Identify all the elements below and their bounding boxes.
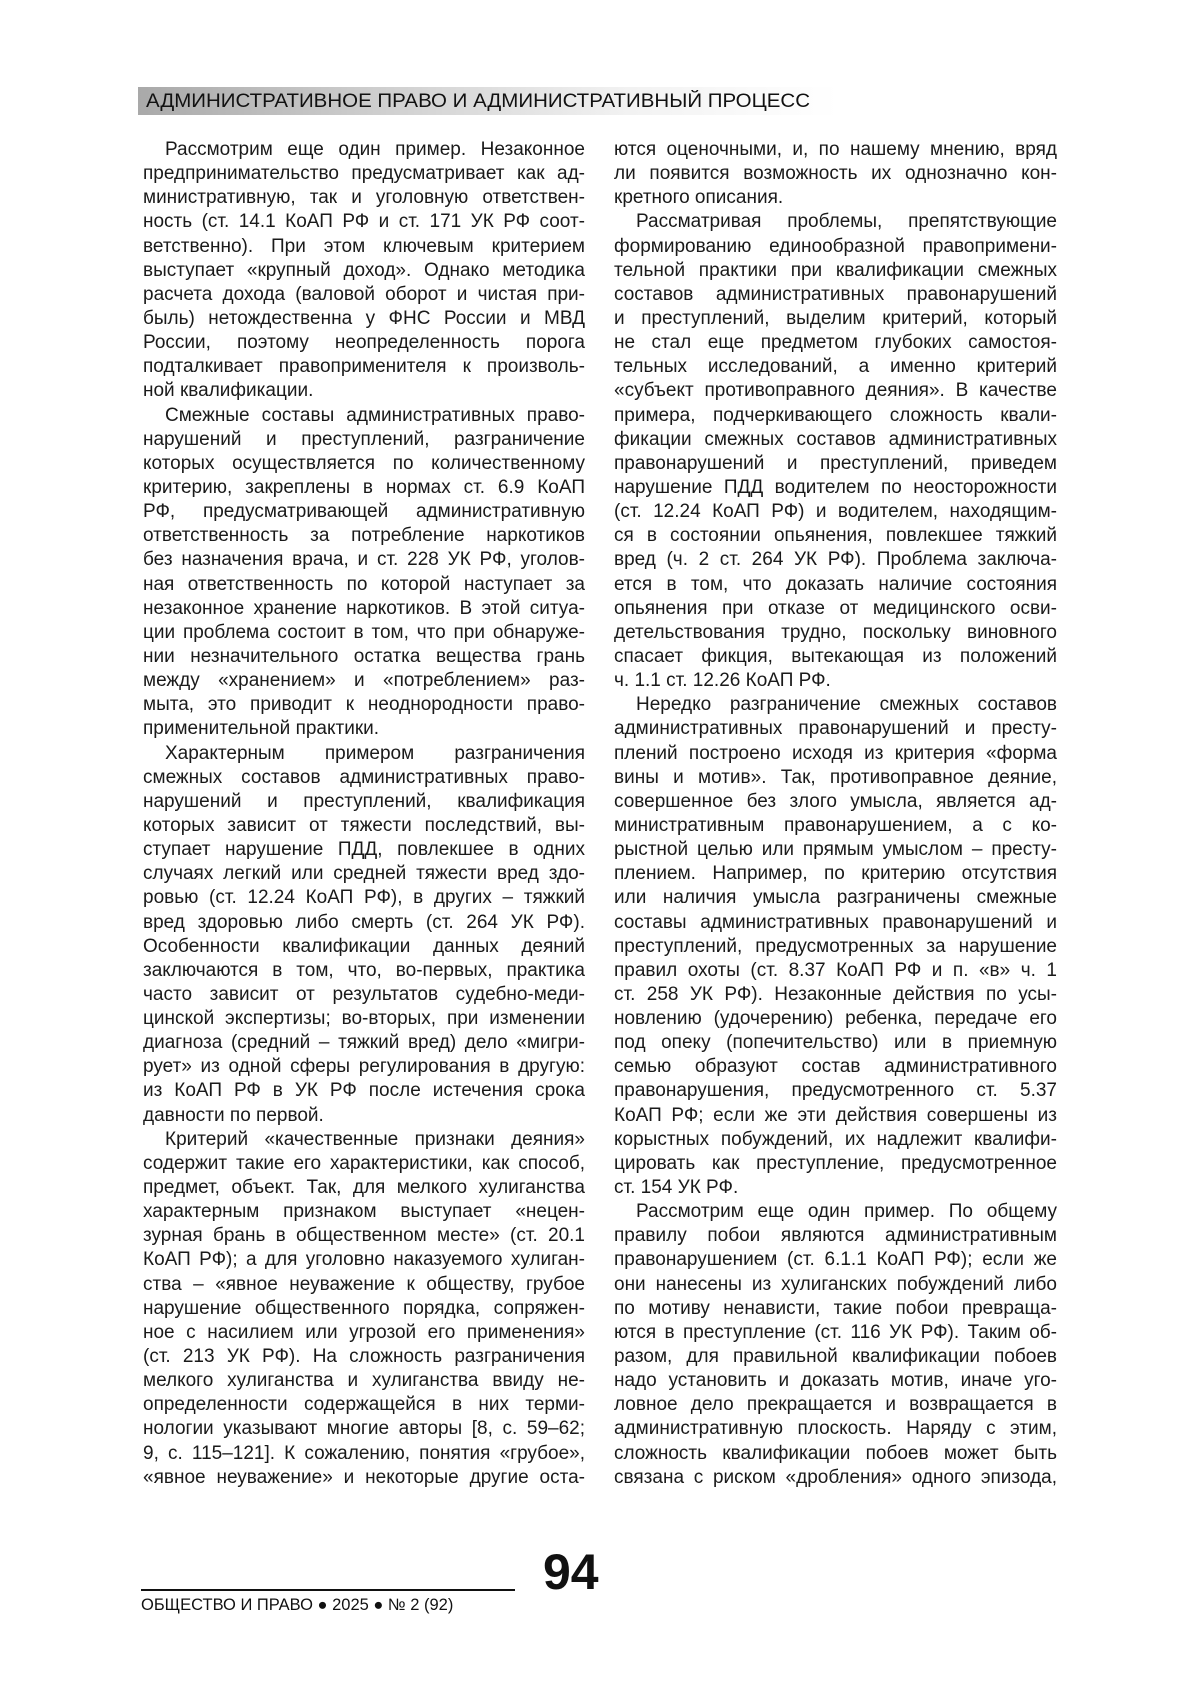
text-line: ровью (ст. 12.24 КоАП РФ), в других – тяжкий [143, 886, 585, 910]
page-number: 94 [543, 1547, 599, 1597]
text-line: спасает фикция, вытекающая из положений [614, 645, 1057, 669]
text-line: ются оценочными, и, по нашему мнению, вряд [614, 138, 1057, 162]
text-line: КоАП РФ); а для уголовно наказуемого хулиган- [143, 1248, 585, 1272]
text-line: «явное неуважение» и некоторые другие оста- [143, 1466, 585, 1490]
text-line: преступлений, предусмотренных за нарушение [614, 935, 1057, 959]
text-line: расчета дохода (валовой оборот и чистая при- [143, 283, 585, 307]
text-line: России, поэтому неопределенность порога [143, 331, 585, 355]
text-line: министративным правонарушением, а с ко- [614, 814, 1057, 838]
text-line: тельных исследований, а именно критерий [614, 355, 1057, 379]
text-line: кретного описания. [614, 186, 1057, 210]
text-line: ответственность за потребление наркотиков [143, 524, 585, 548]
text-line: 9, с. 115–121]. К сожалению, понятия «грубое», [143, 1442, 585, 1466]
text-line: без назначения врача, и ст. 228 УК РФ, уголов- [143, 548, 585, 572]
text-line: рыстной целью или прямым умыслом – престу- [614, 838, 1057, 862]
text-line: (ст. 213 УК РФ). На сложность разграничения [143, 1345, 585, 1369]
journal-issue-info: ОБЩЕСТВО И ПРАВО ● 2025 ● № 2 (92) [141, 1595, 453, 1615]
text-line: Нередко разграничение смежных составов [614, 693, 1057, 717]
text-line: Характерным примером разграничения [143, 742, 585, 766]
text-line: ства – «явное неуважение к обществу, грубое [143, 1273, 585, 1297]
text-line: предпринимательство предусматривает как ад- [143, 162, 585, 186]
text-line: сложность квалификации побоев может быть [614, 1442, 1057, 1466]
text-line: нарушений и преступлений, разграничение [143, 428, 585, 452]
text-line: цинской экспертизы; во-вторых, при изменении [143, 1007, 585, 1031]
text-line: фикации смежных составов административных [614, 428, 1057, 452]
text-line: предмет, объект. Так, для мелкого хулиганства [143, 1176, 585, 1200]
text-line: заключаются в том, что, во-первых, практика [143, 959, 585, 983]
text-line: по мотиву ненависти, такие побои превраща- [614, 1297, 1057, 1321]
text-line: правилу побои являются административным [614, 1224, 1057, 1248]
text-line: которых зависит от тяжести последствий, вы- [143, 814, 585, 838]
text-line: правонарушений и преступлений, приведем [614, 452, 1057, 476]
text-line: Смежные составы административных право- [143, 404, 585, 428]
footer-divider [141, 1589, 515, 1591]
left-column [143, 138, 585, 1490]
text-line: Рассматривая проблемы, препятствующие [614, 210, 1057, 234]
text-line: быль) нетождественна у ФНС России и МВД [143, 307, 585, 331]
text-line: вины и мотив». Так, противоправное деяние, [614, 766, 1057, 790]
text-line: ются в преступление (ст. 116 УК РФ). Таким об- [614, 1321, 1057, 1345]
text-line: составы административных правонарушений и [614, 911, 1057, 935]
text-line: совершенное без злого умысла, является ад- [614, 790, 1057, 814]
text-line: опьянения при отказе от медицинского осви- [614, 597, 1057, 621]
text-line: ная ответственность по которой наступает за [143, 573, 585, 597]
text-line: корыстных побуждений, их надлежит квалифи- [614, 1128, 1057, 1152]
text-line: административных правонарушений и престу- [614, 717, 1057, 741]
text-line: тельной практики при квалификации смежных [614, 259, 1057, 283]
text-line: диагноза (средний – тяжкий вред) дело «мигри- [143, 1031, 585, 1055]
text-line: ступает нарушение ПДД, повлекшее в одних [143, 838, 585, 862]
text-line: ции проблема состоит в том, что при обнаруже- [143, 621, 585, 645]
text-line: министративную, так и уголовную ответствен- [143, 186, 585, 210]
text-line: связана с риском «дробления» одного эпизода, [614, 1466, 1057, 1490]
text-line: ное с насилием или угрозой его применения» [143, 1321, 585, 1345]
text-line: незаконное хранение наркотиков. В этой ситуа- [143, 597, 585, 621]
paragraph [143, 1128, 585, 1490]
text-line: и преступлений, выделим критерий, который [614, 307, 1057, 331]
text-line: Рассмотрим еще один пример. Незаконное [143, 138, 585, 162]
text-line: не стал еще предметом глубоких самостоя- [614, 331, 1057, 355]
text-line: мыта, это приводит к неоднородности право- [143, 693, 585, 717]
text-line: «субъект противоправного деяния». В качестве [614, 379, 1057, 403]
text-line: ется в том, что доказать наличие состояния [614, 573, 1057, 597]
text-line: между «хранением» и «потреблением» раз- [143, 669, 585, 693]
text-line: правил охоты (ст. 8.37 КоАП РФ и п. «в» ч. 1 [614, 959, 1057, 983]
text-line: ст. 258 УК РФ). Незаконные действия по усы- [614, 983, 1057, 1007]
text-line: часто зависит от результатов судебно-меди- [143, 983, 585, 1007]
text-line: Особенности квалификации данных деяний [143, 935, 585, 959]
text-line: ли появится возможность их однозначно кон- [614, 162, 1057, 186]
text-line: Рассмотрим еще один пример. По общему [614, 1200, 1057, 1224]
section-header-title: АДМИНИСТРАТИВНОЕ ПРАВО И АДМИНИСТРАТИВНЫЙ ПРОЦЕСС [146, 90, 810, 113]
paragraph [143, 742, 585, 1128]
text-line: давности по первой. [143, 1104, 585, 1128]
text-line: случаях легкий или средней тяжести вред здо- [143, 862, 585, 886]
text-line: вред здоровью либо смерть (ст. 264 УК РФ). [143, 911, 585, 935]
text-line: зурная брань в общественном месте» (ст. 20.1 [143, 1224, 585, 1248]
text-line: нарушение общественного порядка, сопряжен- [143, 1297, 585, 1321]
text-line: Критерий «качественные признаки деяния» [143, 1128, 585, 1152]
text-line: составов административных правонарушений [614, 283, 1057, 307]
paragraph [614, 1200, 1057, 1490]
text-line: смежных составов административных право- [143, 766, 585, 790]
text-line: детельствования трудно, поскольку виновного [614, 621, 1057, 645]
text-line: применительной практики. [143, 717, 585, 741]
text-line: ветственно). При этом ключевым критерием [143, 235, 585, 259]
right-column [614, 138, 1057, 1490]
text-line: нарушение ПДД водителем по неосторожности [614, 476, 1057, 500]
text-line: критерию, закреплены в нормах ст. 6.9 КоАП [143, 476, 585, 500]
text-line: плением. Например, по критерию отсутствия [614, 862, 1057, 886]
text-line: цировать как преступление, предусмотренное [614, 1152, 1057, 1176]
text-line: нологии указывают многие авторы [8, с. 59–62; [143, 1417, 585, 1441]
text-line: рует» из одной сферы регулирования в другую: [143, 1055, 585, 1079]
paragraph [143, 138, 585, 404]
text-line: формированию единообразной правопримени- [614, 235, 1057, 259]
text-line: они нанесены из хулиганских побуждений либо [614, 1273, 1057, 1297]
paragraph [614, 693, 1057, 1200]
text-line: ч. 1.1 ст. 12.26 КоАП РФ. [614, 669, 1057, 693]
text-line: ся в состоянии опьянения, повлекшее тяжкий [614, 524, 1057, 548]
text-line: ловное дело прекращается и возвращается в [614, 1393, 1057, 1417]
text-line: подталкивает правоприменителя к произволь- [143, 355, 585, 379]
text-line: выступает «крупный доход». Однако методика [143, 259, 585, 283]
text-line: РФ, предусматривающей административную [143, 500, 585, 524]
paragraph [614, 210, 1057, 693]
text-line: содержит такие его характеристики, как способ, [143, 1152, 585, 1176]
text-line: семью образуют состав административного [614, 1055, 1057, 1079]
text-line: определенности содержащейся в них терми- [143, 1393, 585, 1417]
text-line: нарушений и преступлений, квалификация [143, 790, 585, 814]
text-line: мелкого хулиганства и хулиганства ввиду не- [143, 1369, 585, 1393]
text-line: правонарушением (ст. 6.1.1 КоАП РФ); если же [614, 1248, 1057, 1272]
text-line: разом, для правильной квалификации побоев [614, 1345, 1057, 1369]
text-line: КоАП РФ; если же эти действия совершены из [614, 1104, 1057, 1128]
text-line: ной квалификации. [143, 379, 585, 403]
text-line: характерным признаком выступает «нецен- [143, 1200, 585, 1224]
text-line: правонарушения, предусмотренного ст. 5.37 [614, 1079, 1057, 1103]
text-line: примера, подчеркивающего сложность квали- [614, 404, 1057, 428]
text-line: административную плоскость. Наряду с этим, [614, 1417, 1057, 1441]
text-line: (ст. 12.24 КоАП РФ) и водителем, находящим- [614, 500, 1057, 524]
text-line: надо установить и доказать мотив, иначе уго- [614, 1369, 1057, 1393]
text-line: вред (ч. 2 ст. 264 УК РФ). Проблема заключа- [614, 548, 1057, 572]
text-line: новлению (удочерению) ребенка, передаче его [614, 1007, 1057, 1031]
text-line: нии незначительного остатка вещества грань [143, 645, 585, 669]
text-line: плений построено исходя из критерия «форма [614, 742, 1057, 766]
text-line: ст. 154 УК РФ. [614, 1176, 1057, 1200]
text-line: или наличия умысла разграничены смежные [614, 886, 1057, 910]
paragraph [143, 404, 585, 742]
text-line: из КоАП РФ в УК РФ после истечения срока [143, 1079, 585, 1103]
paragraph [614, 138, 1057, 210]
text-line: которых осуществляется по количественному [143, 452, 585, 476]
text-line: под опеку (попечительство) или в приемную [614, 1031, 1057, 1055]
text-line: ность (ст. 14.1 КоАП РФ и ст. 171 УК РФ соот- [143, 210, 585, 234]
